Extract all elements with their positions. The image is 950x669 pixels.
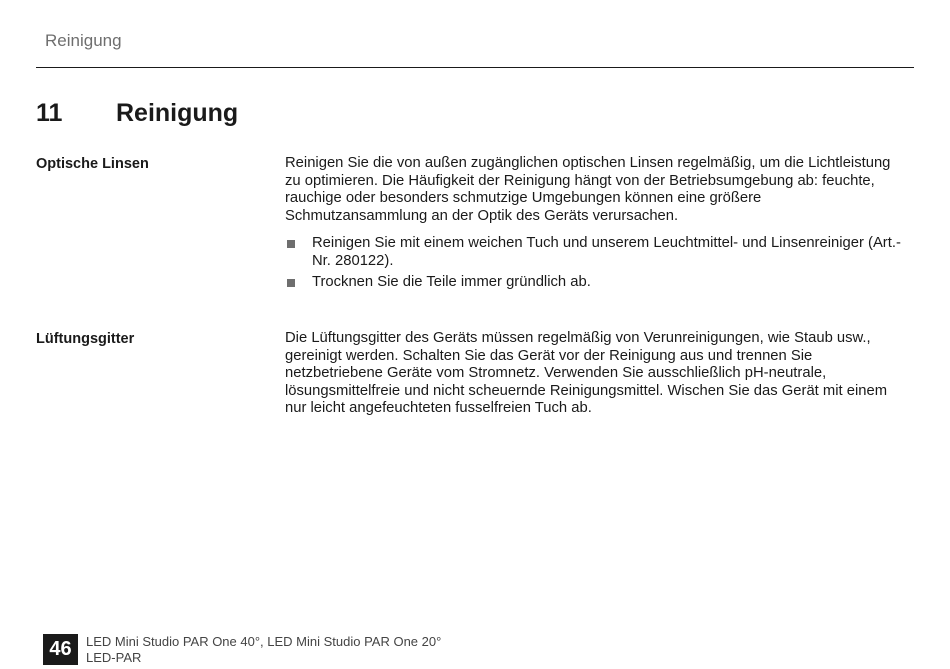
section-body-optische-linsen (285, 155, 903, 295)
footer-product-line: LED Mini Studio PAR One 40°, LED Mini Studio PAR One 20° (86, 634, 442, 649)
list-item (285, 235, 903, 270)
chapter-heading (36, 99, 238, 128)
chapter-title: Reinigung (116, 99, 239, 127)
footer-product-info (86, 634, 441, 665)
bullet-list (285, 235, 903, 291)
section-paragraph: Die Lüftungsgitter des Geräts müssen regelmäßig von Verunreinigungen, wie Staub usw., gereinigt werden. Schalten Sie das Gerät vor der Reinigung aus und trennen Sie netzbetriebene Geräte vom Stromnetz. Verwenden Sie ausschließlich pH-neutrale, lösungsmittelfreie und nicht scheuernde Reinigungsmittel. Wischen Sie das Gerät mit einem nur leicht angefeuchteten fusselfreien Tuch ab. (285, 330, 888, 417)
header-divider (36, 67, 914, 68)
section-paragraph: Reinigen Sie die von außen zugänglichen optischen Linsen regelmäßig, um die Lichtleistung zu optimieren. Die Häufigkeit der Reinigung hängt von der Betriebsumgebung ab: feuchte, rauchige oder besonders schmutzige Umgebungen können eine größere Schmutzansammlung an der Optik des Geräts verursachen. (285, 155, 891, 224)
square-bullet-icon (287, 240, 295, 248)
bullet-text: Reinigen Sie mit einem weichen Tuch und unserem Leuchtmittel- und Linsenreiniger (Art.-Nr. 280122). (312, 235, 901, 269)
list-item (285, 274, 903, 292)
square-bullet-icon (287, 279, 295, 287)
section-label-lueftungsgitter: Lüftungsgitter (36, 331, 135, 347)
chapter-number: 11 (36, 99, 63, 127)
section-body-lueftungsgitter (285, 330, 903, 418)
bullet-text: Trocknen Sie die Teile immer gründlich ab. (312, 274, 591, 291)
footer-product-group: LED-PAR (86, 649, 142, 665)
section-label-optische-linsen: Optische Linsen (36, 156, 149, 172)
running-header: Reinigung (45, 31, 122, 50)
page-number: 46 (43, 634, 78, 665)
